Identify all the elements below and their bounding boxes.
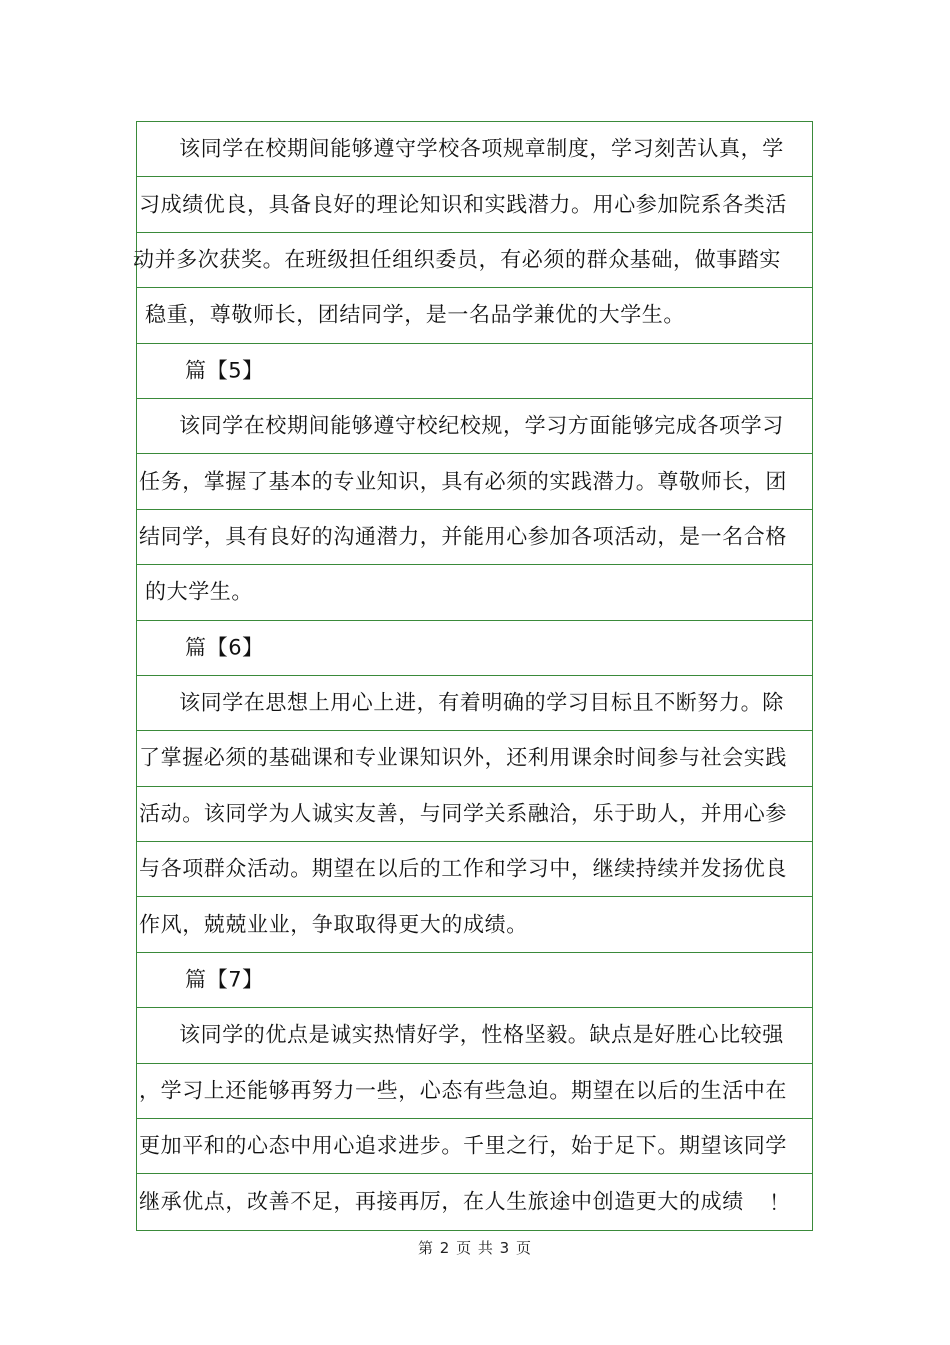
paragraph-line <box>137 676 812 731</box>
line-text: 的大学生。 <box>145 579 253 604</box>
paragraph-line <box>137 1119 812 1174</box>
paragraph-line <box>133 233 812 288</box>
paragraph-line <box>137 1174 812 1229</box>
line-text: 该同学的优点是诚实热情好学，性格坚毅。缺点是好胜心比较强 <box>179 1022 784 1047</box>
line-text: 继承优点，改善不足，再接再厉，在人生旅途中创造更大的成绩 <box>139 1189 744 1214</box>
line-text: ，学习上还能够再努力一些，心态有些急迫。期望在以后的生活中在 <box>139 1078 787 1103</box>
paragraph-line <box>137 1064 812 1119</box>
paragraph-line <box>137 731 812 786</box>
paragraph-line <box>137 787 812 842</box>
document-table <box>133 121 813 1231</box>
line-text: 结同学，具有良好的沟通潜力，并能用心参加各项活动，是一名合格 <box>139 524 787 549</box>
line-text: 该同学在校期间能够遵守校纪校规，学习方面能够完成各项学习 <box>179 413 784 438</box>
line-text: 动并多次获奖。在班级担任组织委员，有必须的群众基础，做事踏实 <box>133 247 781 272</box>
heading-text: 篇【6】 <box>185 635 264 660</box>
line-text: 任务，掌握了基本的专业知识，具有必须的实践潜力。尊敬师长，团 <box>139 469 787 494</box>
paragraph-line <box>137 1008 812 1063</box>
line-text: 习成绩优良，具备良好的理论知识和实践潜力。用心参加院系各类活 <box>139 192 787 217</box>
line-text: 活动。该同学为人诚实友善，与同学关系融洽，乐于助人，并用心参 <box>139 801 787 826</box>
line-text: 了掌握必须的基础课和专业课知识外，还利用课余时间参与社会实践 <box>139 745 787 770</box>
line-text: 更加平和的心态中用心追求进步。千里之行，始于足下。期望该同学 <box>139 1133 787 1158</box>
paragraph-line <box>137 399 812 454</box>
line-text: 稳重，尊敬师长，团结同学，是一名品学兼优的大学生。 <box>145 302 685 327</box>
paragraph-line <box>137 510 812 565</box>
paragraph-line <box>137 288 812 343</box>
paragraph-line <box>137 565 812 620</box>
section-heading <box>137 953 812 1008</box>
line-text: 该同学在思想上用心上进，有着明确的学习目标且不断努力。除 <box>179 690 784 715</box>
heading-text: 篇【7】 <box>185 967 264 992</box>
paragraph-line <box>137 842 812 897</box>
line-text: 作风，兢兢业业，争取取得更大的成绩。 <box>139 912 528 937</box>
paragraph-line <box>137 122 812 177</box>
line-text: 该同学在校期间能够遵守学校各项规章制度，学习刻苦认真，学 <box>179 136 784 161</box>
paragraph-line <box>137 454 812 509</box>
trailing-punctuation: ！ <box>769 1191 790 1216</box>
page-footer: 第 2 页 共 3 页 <box>418 1239 532 1257</box>
paragraph-line <box>137 177 812 232</box>
line-text: 与各项群众活动。期望在以后的工作和学习中，继续持续并发扬优良 <box>139 856 787 881</box>
section-heading <box>137 344 812 399</box>
paragraph-line <box>137 897 812 952</box>
section-heading <box>137 621 812 676</box>
heading-text: 篇【5】 <box>185 358 264 383</box>
